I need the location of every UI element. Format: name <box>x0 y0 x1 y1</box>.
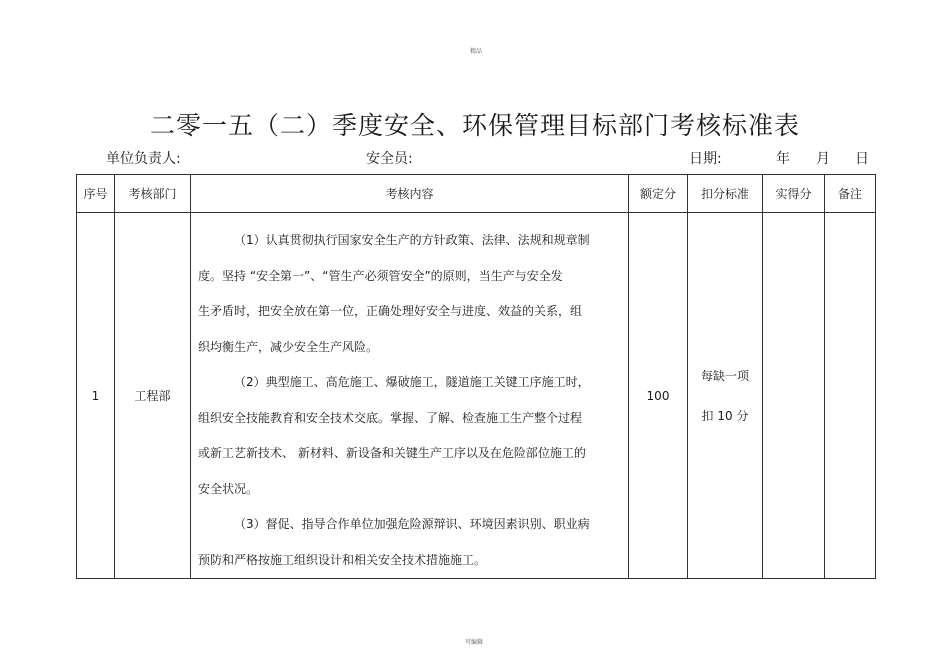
header-remark: 备注 <box>825 175 876 213</box>
content-line: 安全状况。 <box>198 481 259 496</box>
content-line: （1）认真贯彻执行国家安全生产的方针政策、法律、法规和规章制 <box>234 233 590 247</box>
page-title: 二零一五（二）季度安全、环保管理目标部门考核标准表 <box>149 111 800 140</box>
content-line: 织均衡生产，减少安全生产风险。 <box>198 339 379 354</box>
content-line: （3）督促、指导合作单位加强危险源辩识、环境因素识别、职业病 <box>234 517 590 531</box>
footer-watermark: 可编辑 <box>465 639 484 646</box>
month-label: 月 <box>816 151 830 167</box>
content-line: 生矛盾时，把安全放在第一位，正确处理好安全与进度、效益的关系，组 <box>198 304 583 318</box>
date-label: 日期: <box>689 151 722 167</box>
content-line: 度。坚持 “安全第一”、“管生产必须管安全”的原则，当生产与安全发 <box>198 268 563 283</box>
cell-actual <box>763 213 825 579</box>
header-actual: 实得分 <box>763 175 825 213</box>
cell-remark <box>825 213 876 579</box>
day-label: 日 <box>855 151 869 167</box>
content-line: 组织安全技能教育和安全技术交底。掌握、了解、检查施工生产整个过程 <box>198 410 583 425</box>
cell-seq: 1 <box>77 213 115 579</box>
header-score: 额定分 <box>629 175 688 213</box>
header-seq: 序号 <box>77 175 115 213</box>
cell-deduction <box>688 213 763 579</box>
table-header-row <box>77 175 876 213</box>
header-watermark: 精品 <box>470 48 483 55</box>
cell-score: 100 <box>629 213 688 579</box>
safety-officer-label: 安全员: <box>366 151 413 167</box>
cell-department: 工程部 <box>115 213 191 579</box>
content-line: （2）典型施工、高危施工、爆破施工，隧道施工关键工序施工时， <box>234 375 590 389</box>
content-line: 或新工艺新技术、 新材料、新设备和关键生产工序以及在危险部位施工的 <box>198 446 586 460</box>
content-line: 预防和严格按施工组织设计和相关安全技术措施施工。 <box>198 552 487 567</box>
year-label: 年 <box>776 151 790 167</box>
table-row <box>77 213 876 579</box>
deduction-line: 扣 10 分 <box>701 408 749 423</box>
unit-leader-label: 单位负责人: <box>106 151 181 167</box>
cell-content <box>191 213 629 579</box>
deduction-line: 每缺一项 <box>700 368 749 383</box>
header-department: 考核部门 <box>115 175 191 213</box>
header-deduction: 扣分标准 <box>688 175 763 213</box>
header-content: 考核内容 <box>191 175 629 213</box>
assessment-table <box>76 174 876 579</box>
